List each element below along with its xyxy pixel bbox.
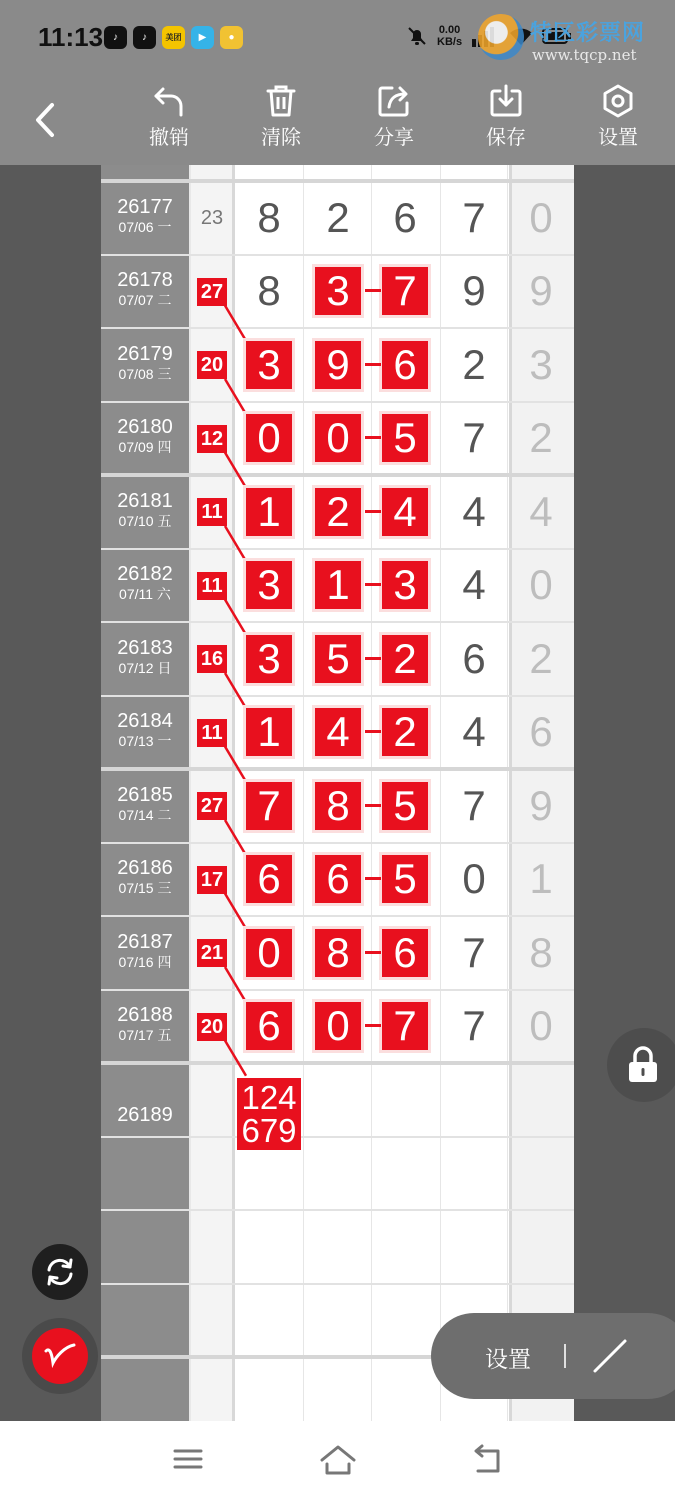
digit-cell: 5 xyxy=(315,635,361,683)
digit-cell: 3 xyxy=(315,267,361,315)
share-icon xyxy=(376,83,412,119)
digit-cell: 7 xyxy=(462,414,486,462)
period-date: 07/13 一 xyxy=(118,733,172,750)
digit-cell: 0 xyxy=(529,1002,553,1050)
digit-cell: 0 xyxy=(462,855,486,903)
digit-cell: 5 xyxy=(382,414,428,462)
pair-connector xyxy=(365,436,381,439)
video-app-icon: ▶ xyxy=(191,26,214,49)
digit-cell: 7 xyxy=(462,193,486,241)
lock-button[interactable] xyxy=(607,1028,675,1102)
undo-icon xyxy=(151,83,187,119)
period-cell xyxy=(101,490,189,530)
digit-cell: 6 xyxy=(382,929,428,977)
digit-cell: 4 xyxy=(529,487,553,535)
period-date: 07/06 一 xyxy=(118,218,172,235)
period-number: 26184 xyxy=(117,710,173,733)
pair-connector xyxy=(365,583,381,586)
period-cell xyxy=(101,343,189,383)
period-cell xyxy=(101,857,189,897)
period-date: 07/15 三 xyxy=(118,880,172,897)
tiktok-icon: ♪ xyxy=(104,26,127,49)
digit-cell: 7 xyxy=(462,1002,486,1050)
sum-value: 27 xyxy=(197,278,227,306)
pair-connector xyxy=(365,730,381,733)
bean-app-icon: ● xyxy=(220,26,243,49)
period-date: 07/12 日 xyxy=(118,659,172,676)
period-number: 26188 xyxy=(117,1004,173,1027)
digit-cell: 8 xyxy=(529,928,553,976)
chevron-left-icon xyxy=(26,97,66,143)
period-number: 26187 xyxy=(117,930,173,953)
right-margin xyxy=(574,165,675,1421)
period-date: 07/09 四 xyxy=(118,439,172,456)
digit-cell: 1 xyxy=(246,488,292,536)
digit-cell: 4 xyxy=(382,488,428,536)
trash-icon xyxy=(263,83,299,119)
digit-cell: 7 xyxy=(462,928,486,976)
digit-cell: 4 xyxy=(462,708,486,756)
digit-cell: 8 xyxy=(315,782,361,830)
trend-line-segment xyxy=(225,526,246,561)
digit-cell: 2 xyxy=(315,488,361,536)
period-date: 07/07 二 xyxy=(118,292,172,309)
refresh-button[interactable] xyxy=(32,1244,88,1300)
digit-cell: 0 xyxy=(529,193,553,241)
trend-line-segment xyxy=(225,1041,246,1076)
digit-cell: 2 xyxy=(529,634,553,682)
period-number: 26182 xyxy=(117,563,173,586)
pair-connector xyxy=(365,1024,381,1027)
period-number: 26177 xyxy=(117,195,173,218)
trend-line-segment xyxy=(225,673,246,708)
trend-line-segment xyxy=(225,967,246,1002)
pill-divider xyxy=(564,1344,566,1368)
draw-settings-pill[interactable] xyxy=(431,1313,675,1399)
digit-cell: 9 xyxy=(529,781,553,829)
digit-cell: 8 xyxy=(315,929,361,977)
period-number: 26185 xyxy=(117,783,173,806)
sum-value: 16 xyxy=(197,645,227,673)
trend-chart[interactable] xyxy=(101,165,574,1421)
digit-cell: 0 xyxy=(315,1002,361,1050)
pair-connector xyxy=(365,657,381,660)
period-date: 07/14 二 xyxy=(118,806,172,823)
digit-cell: 7 xyxy=(246,782,292,830)
tiktok-icon: ♪ xyxy=(133,26,156,49)
digit-cell: 4 xyxy=(462,561,486,609)
digit-cell: 1 xyxy=(315,561,361,609)
period-cell xyxy=(101,416,189,456)
digit-cell: 8 xyxy=(257,193,281,241)
watermark-logo-icon xyxy=(478,14,524,60)
digit-cell: 0 xyxy=(246,414,292,462)
net-speed: 0.00 KB/s xyxy=(437,24,463,48)
period-number: 26178 xyxy=(117,269,173,292)
digit-cell: 6 xyxy=(246,855,292,903)
digit-cell: 4 xyxy=(462,487,486,535)
digit-cell: 3 xyxy=(246,635,292,683)
digit-cell: 3 xyxy=(246,561,292,609)
digit-cell: 7 xyxy=(382,267,428,315)
sum-value: 17 xyxy=(197,866,227,894)
sum-value: 21 xyxy=(197,939,227,967)
lock-icon xyxy=(625,1045,661,1085)
digit-cell: 2 xyxy=(326,193,350,241)
digit-cell: 3 xyxy=(529,340,553,388)
menu-icon[interactable] xyxy=(172,1443,204,1475)
digit-cell: 7 xyxy=(462,781,486,829)
pair-connector xyxy=(365,510,381,513)
period-number: 26179 xyxy=(117,342,173,365)
settings-button[interactable]: 设置 xyxy=(583,83,653,150)
digit-cell: 6 xyxy=(529,708,553,756)
digit-cell: 5 xyxy=(382,782,428,830)
top-toolbar xyxy=(0,75,675,165)
clear-button[interactable]: 清除 xyxy=(246,83,316,150)
next-pick-box: 124 679 xyxy=(237,1078,301,1150)
period-number: 26183 xyxy=(117,636,173,659)
digit-cell: 6 xyxy=(393,193,417,241)
digit-cell: 6 xyxy=(315,855,361,903)
pill-settings-label[interactable]: 设置 xyxy=(485,1346,531,1372)
period-number: 26181 xyxy=(117,489,173,512)
digit-cell: 7 xyxy=(382,1002,428,1050)
gear-icon xyxy=(600,83,636,119)
refresh-icon xyxy=(43,1255,77,1289)
download-icon xyxy=(488,83,524,119)
trend-line-segment xyxy=(225,894,246,929)
digit-cell: 8 xyxy=(257,267,281,315)
digit-cell: 0 xyxy=(529,561,553,609)
system-nav-bar xyxy=(0,1421,675,1500)
period-date: 07/08 三 xyxy=(118,365,172,382)
left-margin xyxy=(0,165,101,1421)
pen-button[interactable] xyxy=(22,1318,98,1394)
trend-line-segment xyxy=(225,820,246,855)
period-cell xyxy=(101,710,189,750)
digit-cell: 9 xyxy=(315,341,361,389)
back-nav-icon[interactable] xyxy=(470,1443,504,1475)
sum-value: 12 xyxy=(197,425,227,453)
digit-cell: 0 xyxy=(315,414,361,462)
digit-cell: 1 xyxy=(246,708,292,756)
digit-cell: 6 xyxy=(382,341,428,389)
notification-icons xyxy=(104,26,243,49)
period-date: 07/17 五 xyxy=(118,1027,172,1044)
digit-cell: 2 xyxy=(382,635,428,683)
period-cell xyxy=(101,931,189,971)
share-button[interactable]: 分享 xyxy=(359,83,429,150)
sum-value: 20 xyxy=(197,1013,227,1041)
meituan-icon: 美团 xyxy=(162,26,185,49)
digit-cell: 2 xyxy=(462,340,486,388)
sum-value: 23 xyxy=(200,206,224,229)
period-number: 26180 xyxy=(117,416,173,439)
pair-connector xyxy=(365,289,381,292)
period-cell xyxy=(101,784,189,824)
pair-connector xyxy=(365,877,381,880)
digit-cell: 6 xyxy=(462,634,486,682)
digit-cell: 5 xyxy=(382,855,428,903)
digit-cell: 6 xyxy=(246,1002,292,1050)
digit-cell: 3 xyxy=(382,561,428,609)
sum-value: 20 xyxy=(197,351,227,379)
pair-connector xyxy=(365,804,381,807)
pair-connector xyxy=(365,363,381,366)
period-date: 07/16 四 xyxy=(118,953,172,970)
back-button[interactable] xyxy=(26,97,66,143)
trend-line-segment xyxy=(225,379,246,414)
period-cell xyxy=(101,1004,189,1044)
period-date: 07/11 六 xyxy=(119,586,171,603)
sum-value: 11 xyxy=(197,572,227,600)
period-date: 07/10 五 xyxy=(118,512,172,529)
trend-line-segment xyxy=(225,600,246,635)
undo-button[interactable]: 撤销 xyxy=(134,83,204,150)
period-cell xyxy=(101,637,189,677)
digit-cell: 0 xyxy=(246,929,292,977)
digit-cell: 2 xyxy=(529,414,553,462)
period-cell xyxy=(101,196,189,236)
save-button[interactable]: 保存 xyxy=(471,83,541,150)
trend-line-segment xyxy=(225,747,246,782)
period-cell xyxy=(101,269,189,309)
digit-cell: 4 xyxy=(315,708,361,756)
clock: 11:13 xyxy=(38,22,104,52)
watermark: 特区彩票网 www.tqcp.net xyxy=(478,10,668,68)
mute-bell-icon xyxy=(405,24,429,48)
digit-cell: 9 xyxy=(529,267,553,315)
sum-value: 27 xyxy=(197,792,227,820)
digit-cell: 2 xyxy=(382,708,428,756)
home-icon[interactable] xyxy=(319,1443,357,1477)
pair-connector xyxy=(365,951,381,954)
sum-value: 11 xyxy=(197,498,227,526)
period-number: 26186 xyxy=(117,857,173,880)
digit-cell: 9 xyxy=(462,267,486,315)
digit-cell: 1 xyxy=(529,855,553,903)
status-bar xyxy=(0,0,675,75)
digit-cell: 3 xyxy=(246,341,292,389)
trend-line-segment xyxy=(225,453,246,488)
period-cell xyxy=(101,563,189,603)
trend-line-segment xyxy=(225,306,246,341)
next-period-label: 26189 xyxy=(117,1104,173,1126)
pen-scribble-icon xyxy=(42,1341,78,1371)
sum-value: 11 xyxy=(197,719,227,747)
line-tool-icon[interactable] xyxy=(591,1337,631,1375)
